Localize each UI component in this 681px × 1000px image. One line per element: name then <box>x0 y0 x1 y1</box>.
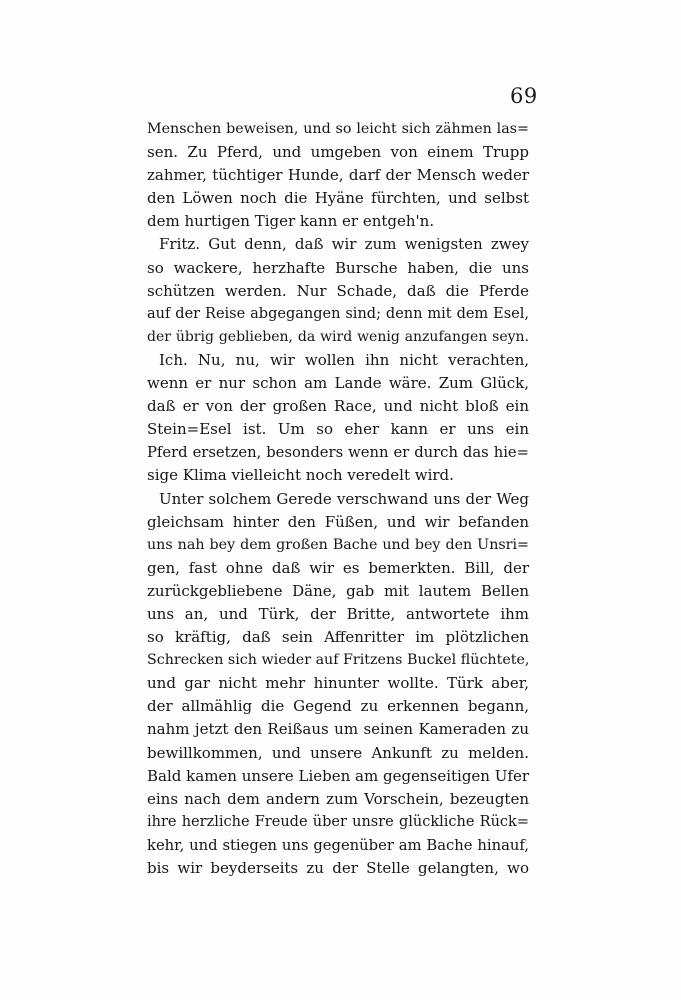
text-line: so wackere, herzhafte Bursche haben, die uns <box>147 258 529 277</box>
text-line: nahm jetzt den Reißaus um seinen Kameraden zu <box>147 720 529 739</box>
text-line: sige Klima vielleicht noch veredelt wird. <box>147 466 454 485</box>
text-line: dem hurtigen Tiger kann er entgeh'n. <box>147 212 435 231</box>
text-line: Unter solchem Gerede verschwand uns der Weg <box>159 489 529 508</box>
text-line: der übrig geblieben, da wird wenig anzufangen seyn. <box>147 328 529 345</box>
body-text <box>147 118 529 880</box>
text-line: zurückgebliebene Däne, gab mit lautem Bellen <box>147 581 529 600</box>
text-line: gen, fast ohne daß wir es bemerkten. Bill, der <box>147 558 529 577</box>
text-line: Pferd ersetzen, besonders wenn er durch das hie= <box>147 444 529 462</box>
text-line: Stein=Esel ist. Um so eher kann er uns ein <box>147 420 529 439</box>
text-line: Schrecken sich wieder auf Fritzens Buckel flüchtete, <box>147 652 530 669</box>
text-line: Menschen beweisen, und so leicht sich zähmen las= <box>147 121 529 137</box>
text-line: zahmer, tüchtiger Hunde, darf der Mensch weder <box>147 166 529 185</box>
text-line: daß er von der großen Race, und nicht bloß ein <box>147 397 529 416</box>
text-line: den Löwen noch die Hyäne fürchten, und selbst <box>147 189 529 208</box>
text-line: bewillkommen, und unsere Ankunft zu melden. <box>147 743 529 762</box>
text-line: schützen werden. Nur Schade, daß die Pferde <box>147 281 529 300</box>
text-line: eins nach dem andern zum Vorschein, bezeugten <box>147 789 529 808</box>
text-line: Fritz. Gut denn, daß wir zum wenigsten zwey <box>159 235 529 254</box>
text-line: ihre herzliche Freude über unsre glückliche Rück= <box>147 813 529 830</box>
text-line: der allmählig die Gegend zu erkennen begann, <box>147 697 529 716</box>
text-line: bis wir beyderseits zu der Stelle gelangten, wo <box>147 859 529 877</box>
text-line: so kräftig, daß sein Affenritter im plötzlichen <box>147 628 529 647</box>
text-line: Ich. Nu, nu, wir wollen ihn nicht verachten, <box>159 350 529 369</box>
text-line: Bald kamen unsere Lieben am gegenseitigen Ufer <box>147 766 529 785</box>
text-line: kehr, und stiegen uns gegenüber am Bache hinauf, <box>147 836 529 854</box>
text-line: gleichsam hinter den Füßen, und wir befanden <box>147 512 529 531</box>
text-line: uns an, und Türk, der Britte, antwortete ihm <box>147 604 529 623</box>
text-line: uns nah bey dem großen Bache und bey den Unsri= <box>147 536 529 553</box>
text-line: und gar nicht mehr hinunter wollte. Türk aber, <box>147 674 529 693</box>
page-number: 69 <box>510 84 538 108</box>
text-line: wenn er nur schon am Lande wäre. Zum Glück, <box>147 374 529 393</box>
text-line: auf der Reise abgegangen sind; denn mit dem Esel, <box>147 305 529 322</box>
text-line: sen. Zu Pferd, und umgeben von einem Trupp <box>147 143 529 162</box>
